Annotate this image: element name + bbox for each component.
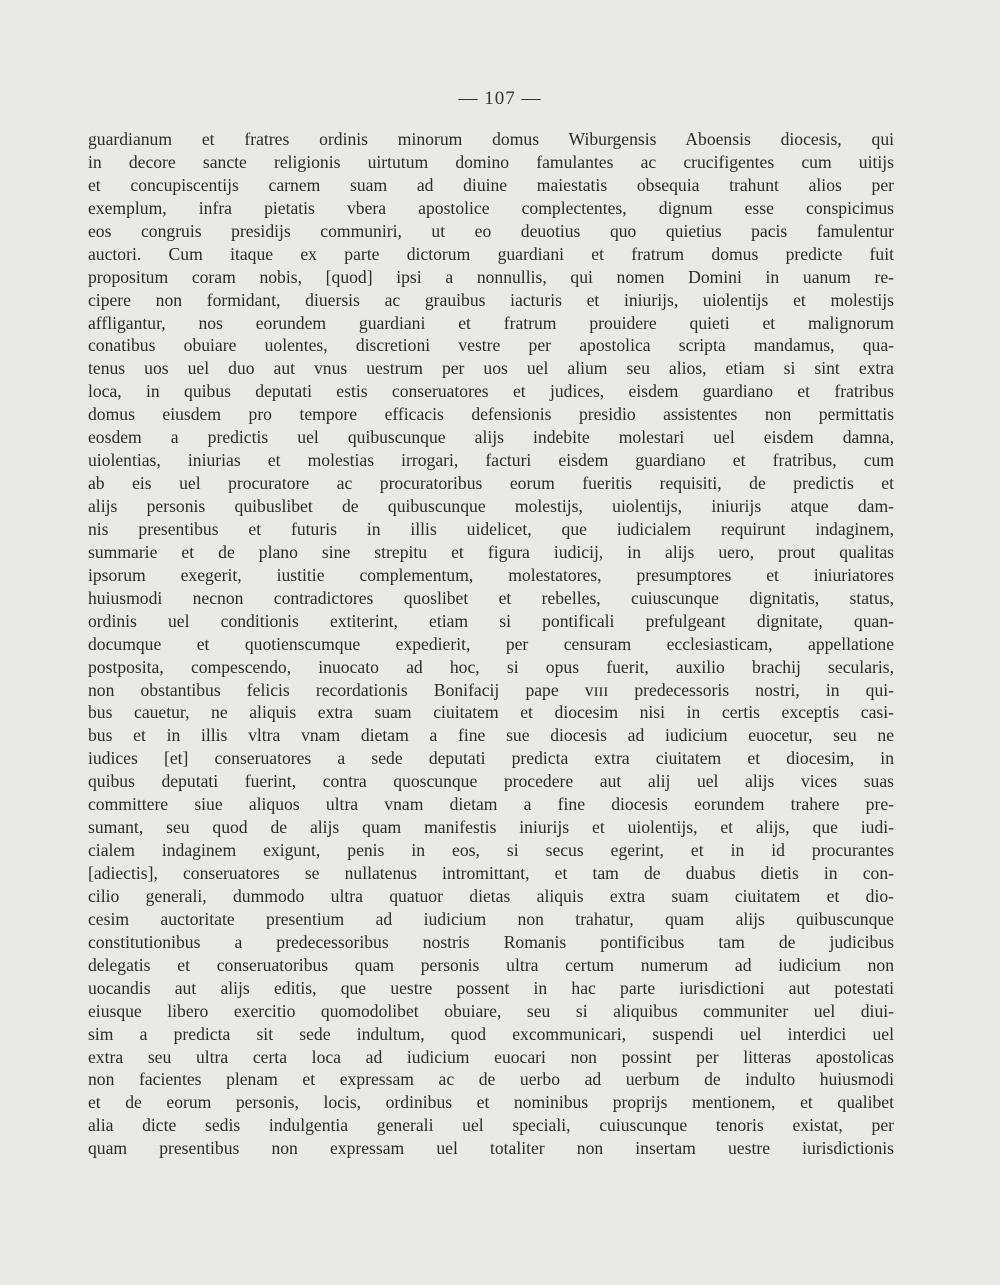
text-line: et concupiscentijs carnem suam ad diuine maiestatis obsequia trahunt alios per <box>88 174 894 195</box>
text-line: tenus uos uel duo aut vnus uestrum per uos uel alium seu alios, etiam si sint extra <box>88 358 894 379</box>
text-line: exemplum, infra pietatis vbera apostolice complectentes, dignum esse conspicimus <box>88 197 894 218</box>
text-line: conatibus obuiare uolentes, discretioni vestre per apostolica scripta mandamus, qua- <box>88 335 894 356</box>
text-line: nis presentibus et futuris in illis uidelicet, que iudicialem requirunt indaginem, <box>88 518 894 539</box>
text-line: uocandis aut alijs editis, que uestre possent in hac parte iurisdictioni aut potestati <box>88 977 894 998</box>
text-line: alijs personis quibuslibet de quibuscunque molestijs, uiolentijs, iniurijs atque dam- <box>88 496 894 516</box>
text-line: loca, in quibus deputati estis conseruatores et judices, eisdem guardiano et fratribus <box>88 381 894 402</box>
text-line: bus et in illis vltra vnam dietam a fine sue diocesis ad iudicium euocetur, seu ne <box>88 725 894 746</box>
text-line: domus eiusdem pro tempore efficacis defensionis presidio assistentes non permittatis <box>88 404 894 425</box>
text-line: eosdem a predictis uel quibuscunque alijs indebite molestari uel eisdem damna, <box>88 427 894 448</box>
text-line: affligantur, nos eorundem guardiani et fratrum prouidere quieti et malignorum <box>88 312 894 333</box>
text-line: eos congruis presidijs communiri, ut eo deuotius quo quietius pacis famulentur <box>88 220 894 241</box>
page-number: — 107 — <box>458 88 542 109</box>
text-line: non obstantibus felicis recordationis Bonifacij pape ᴠɪɪɪ predecessoris nostri, in qui- <box>88 679 894 700</box>
text-line: in decore sancte religionis uirtutum domino famulantes ac crucifigentes cum uitijs <box>88 151 894 172</box>
text-line: alia dicte sedis indulgentia generali uel speciali, cuiuscunque tenoris existat, per <box>88 1115 894 1136</box>
text-line: committere siue aliquos ultra vnam dietam a fine diocesis eorundem trahere pre- <box>88 794 894 815</box>
text-line: constitutionibus a predecessoribus nostris Romanis pontificibus tam de judicibus <box>88 931 894 952</box>
text-line: [adiectis], conseruatores se nullatenus intromittant, et tam de duabus dietis in con- <box>88 863 894 883</box>
text-line: bus cauetur, ne aliquis extra suam ciuitatem et diocesim nisi in certis exceptis casi- <box>88 702 894 723</box>
text-line: cipere non formidant, diuersis ac grauibus iacturis et iniurijs, uiolentijs et molestijs <box>88 289 894 310</box>
text-line: non facientes plenam et expressam ac de uerbo ad uerbum de indulto huiusmodi <box>88 1069 894 1090</box>
text-line: cesim auctoritate presentium ad iudicium non trahatur, quam alijs quibuscunque <box>88 908 894 929</box>
text-line: extra seu ultra certa loca ad iudicium euocari non possint per litteras apostolicas <box>88 1046 894 1067</box>
text-line: quibus deputati fuerint, contra quoscunque procedere aut alij uel alijs vices suas <box>88 771 894 792</box>
text-line: cilio generali, dummodo ultra quatuor dietas aliquis extra suam ciuitatem et dio- <box>88 885 894 906</box>
text-line: et de eorum personis, locis, ordinibus et nominibus proprijs mentionem, et qualibet <box>88 1092 894 1113</box>
text-line: iudices [et] conseruatores a sede deputati predicta extra ciuitatem et diocesim, in <box>88 748 894 769</box>
text-line: propositum coram nobis, [quod] ipsi a nonnullis, qui nomen Domini in uanum re- <box>88 266 894 287</box>
text-line: ab eis uel procuratore ac procuratoribus eorum fueritis requisiti, de predictis et <box>88 473 894 494</box>
text-line: summarie et de plano sine strepitu et figura iudicij, in alijs uero, prout qualitas <box>88 541 894 562</box>
text-line: documque et quotienscumque expedierit, per censuram ecclesiasticam, appellatione <box>88 633 894 654</box>
text-line: guardianum et fratres ordinis minorum domus Wiburgensis Aboensis diocesis, qui <box>88 129 894 149</box>
text-line: huiusmodi necnon contradictores quoslibet et rebelles, cuiuscunque dignitatis, status, <box>88 587 894 608</box>
body-text <box>88 128 894 1160</box>
text-line: sim a predicta sit sede indultum, quod excommunicari, suspendi uel interdici uel <box>88 1023 894 1044</box>
text-line: sumant, seu quod de alijs quam manifestis iniurijs et uiolentijs, et alijs, que iudi- <box>88 817 894 838</box>
text-line: delegatis et conseruatoribus quam personis ultra certum numerum ad iudicium non <box>88 954 894 975</box>
text-line: cialem indaginem exigunt, penis in eos, si secus egerint, et in id procurantes <box>88 840 894 861</box>
text-line: quam presentibus non expressam uel totaliter non insertam uestre iurisdictionis <box>88 1138 894 1159</box>
text-line: uiolentias, iniurias et molestias irrogari, facturi eisdem guardiano et fratribus, cum <box>88 450 894 471</box>
text-line: eiusque libero exercitio quomodolibet obuiare, seu si aliquibus communiter uel diui- <box>88 1000 894 1021</box>
text-line: ipsorum exegerit, iustitie complementum, molestatores, presumptores et iniuriatores <box>88 564 894 585</box>
text-line: ordinis uel conditionis extiterint, etiam si pontificali prefulgeant dignitate, quan- <box>88 610 894 631</box>
text-line: auctori. Cum itaque ex parte dictorum guardiani et fratrum domus predicte fuit <box>88 243 894 264</box>
text-line: postposita, compescendo, inuocato ad hoc, si opus fuerit, auxilio brachij secularis, <box>88 656 894 677</box>
